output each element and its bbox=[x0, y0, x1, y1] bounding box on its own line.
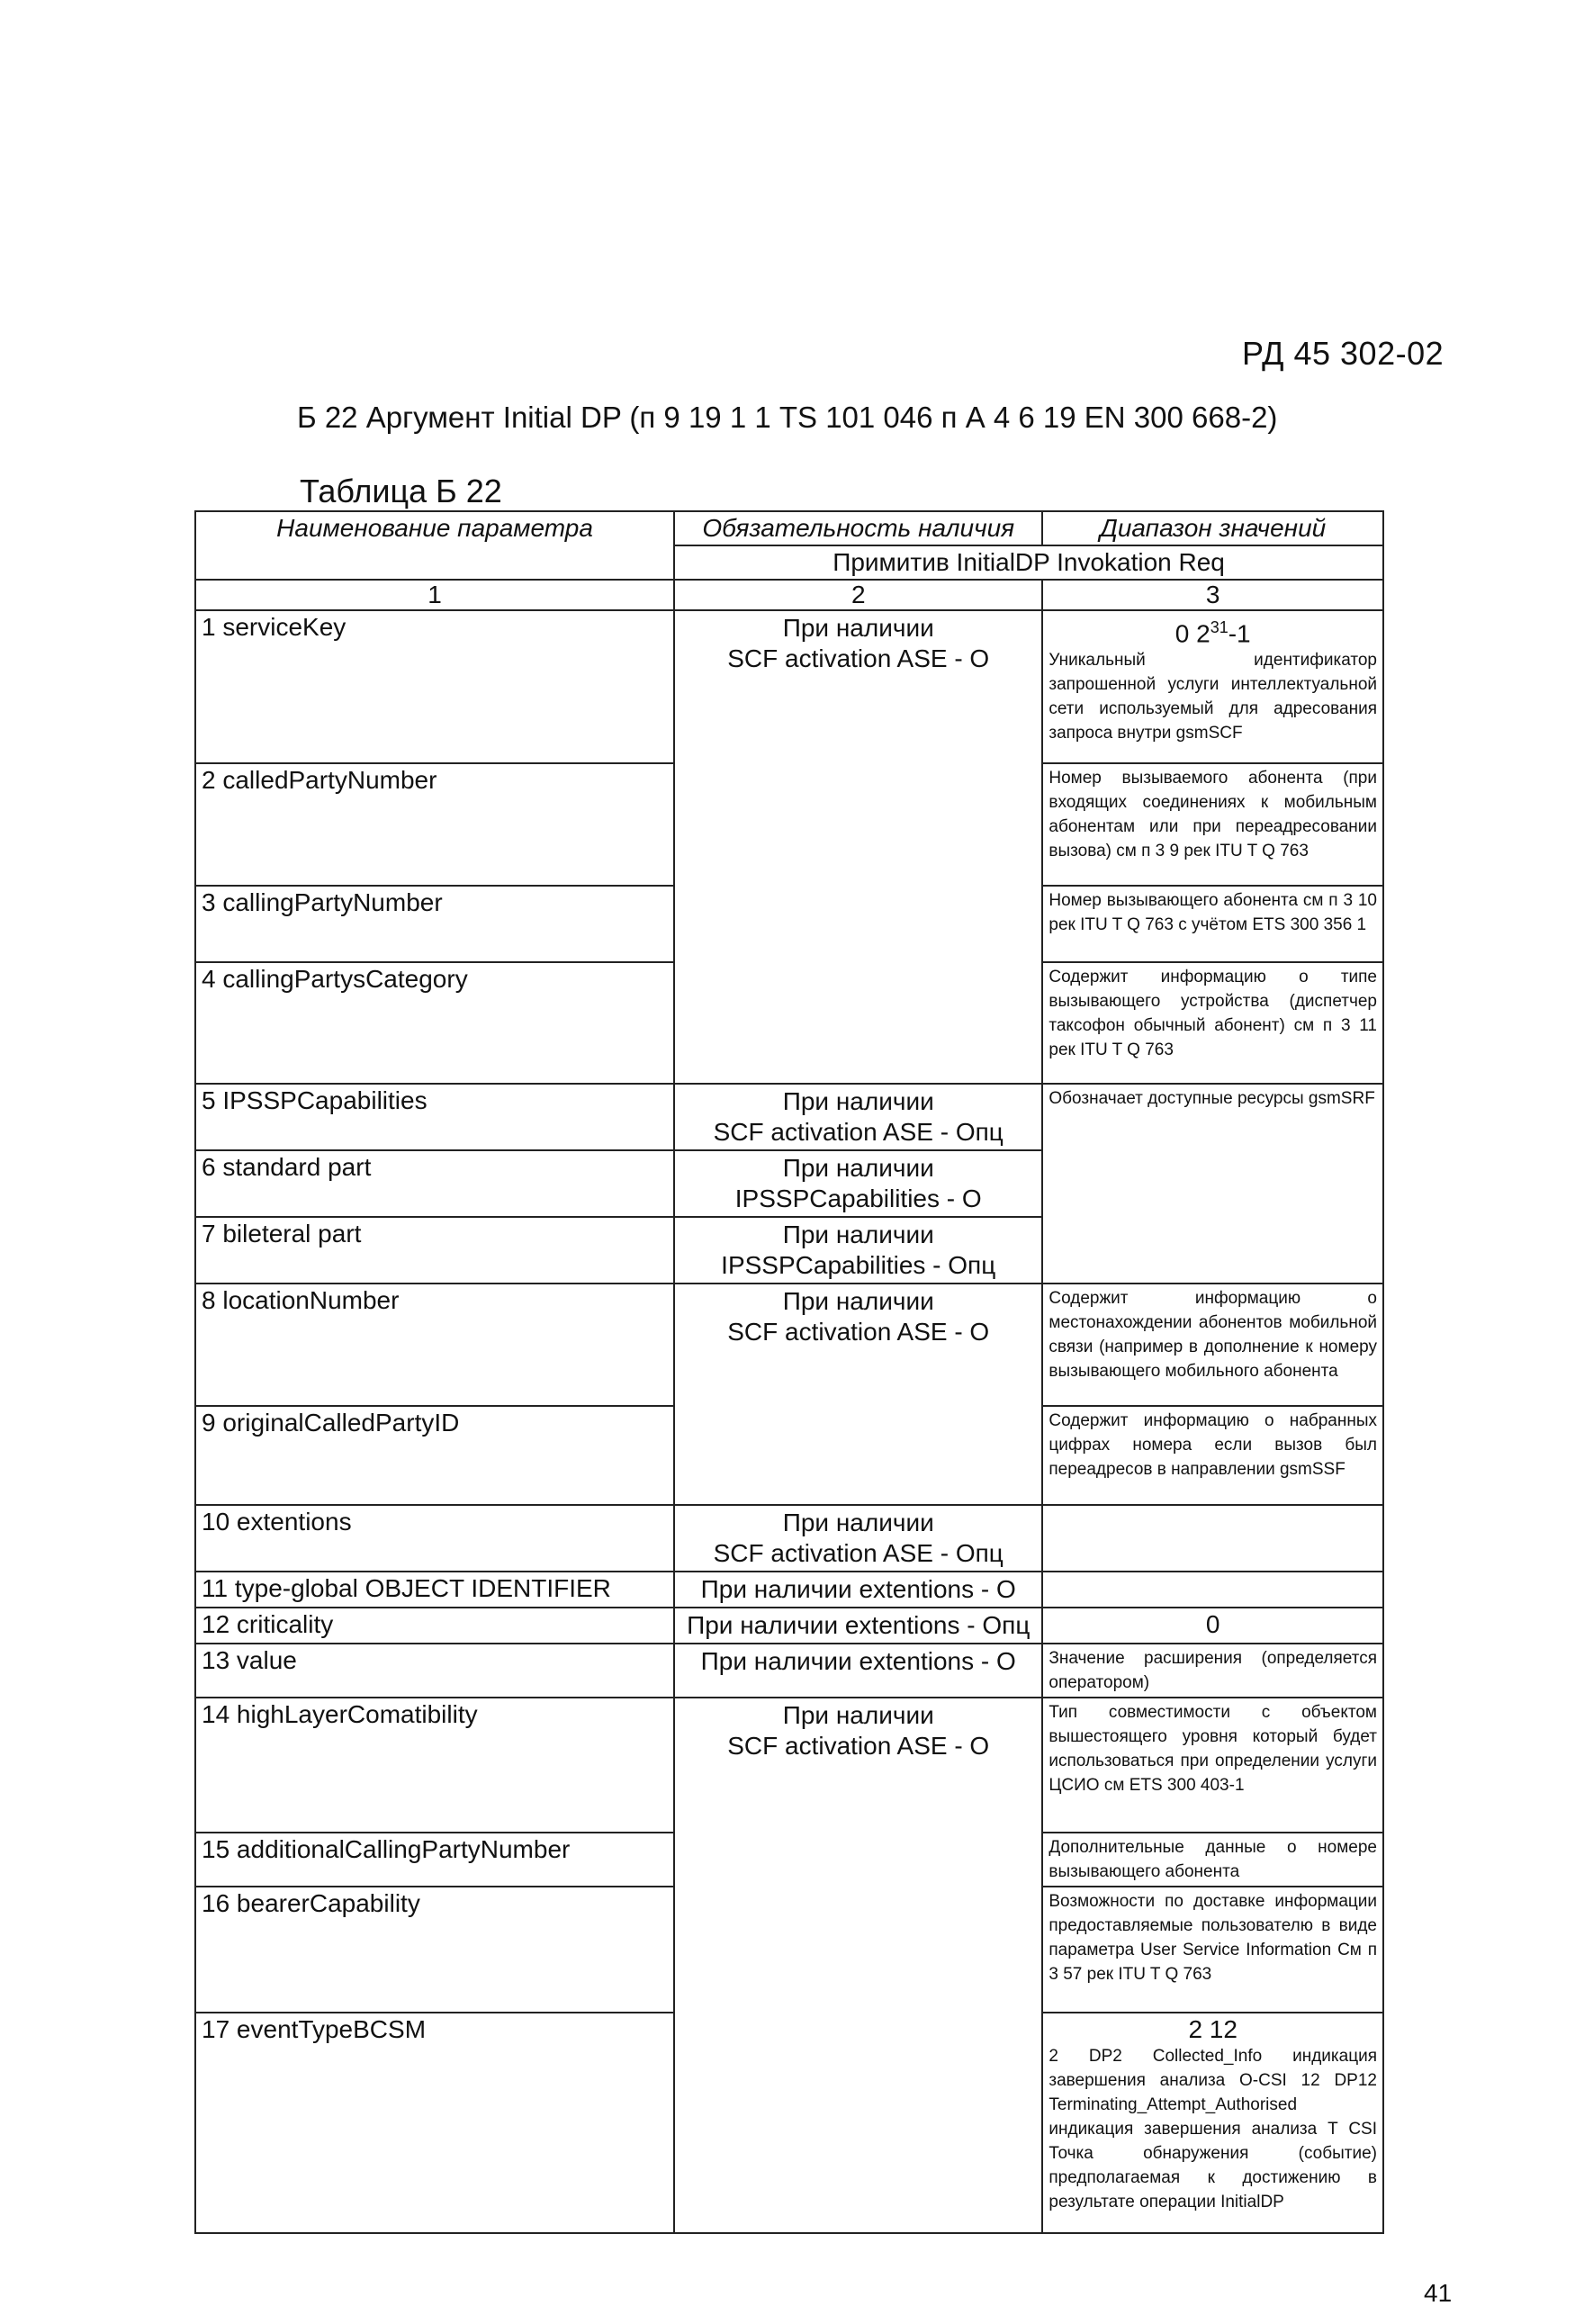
param-requirement: При наличии SCF activation ASE - O bbox=[674, 610, 1042, 1084]
param-range: Содержит информацию о местонахождении абонентов мобильной связи (например в дополнение к номеру вызывающего мобильного абонента bbox=[1042, 1284, 1383, 1406]
range-exponent: 31 bbox=[1210, 618, 1228, 636]
param-name: 5 IPSSPCapabilities bbox=[195, 1084, 674, 1150]
column-number-2: 2 bbox=[674, 580, 1042, 610]
param-range: Содержит информацию о набранных цифрах номера если вызов был переадресов в направлении gsmSSF bbox=[1042, 1406, 1383, 1505]
parameters-table bbox=[194, 510, 1384, 2234]
header-requirement: Обязательность наличия bbox=[674, 511, 1042, 545]
param-range: Возможности по доставке информации предоставляемые пользователю в виде параметра User Service Information См п 3 57 рек ITU T Q 763 bbox=[1042, 1887, 1383, 2013]
header-range: Диапазон значений bbox=[1042, 511, 1383, 545]
param-requirement: При наличии extentions - Опц bbox=[674, 1608, 1042, 1644]
param-requirement: При наличии SCF activation ASE - Опц bbox=[674, 1084, 1042, 1150]
param-requirement: При наличии IPSSPCapabilities - O bbox=[674, 1150, 1042, 1217]
param-requirement: При наличии SCF activation ASE - O bbox=[674, 1698, 1042, 2233]
param-range bbox=[1042, 1572, 1383, 1608]
param-range bbox=[1042, 1505, 1383, 1572]
param-name: 3 callingPartyNumber bbox=[195, 886, 674, 962]
range-value: 0 2 bbox=[1174, 619, 1210, 648]
table-caption: Таблица Б 22 bbox=[300, 473, 502, 509]
param-requirement: При наличии IPSSPCapabilities - Опц bbox=[674, 1217, 1042, 1284]
param-range: Значение расширения (определяется оператором) bbox=[1042, 1644, 1383, 1698]
param-name: 14 highLayerComatibility bbox=[195, 1698, 674, 1833]
param-range: Обозначает доступные ресурсы gsmSRF bbox=[1042, 1084, 1383, 1284]
param-name: 9 originalCalledPartyID bbox=[195, 1406, 674, 1505]
param-requirement: При наличии SCF activation ASE - Опц bbox=[674, 1505, 1042, 1572]
param-name: 16 bearerCapability bbox=[195, 1887, 674, 2013]
param-name: 12 criticality bbox=[195, 1608, 674, 1644]
page-number: 41 bbox=[1424, 2279, 1453, 2307]
param-range: Номер вызывающего абонента см п 3 10 рек ITU T Q 763 с учётом ETS 300 356 1 bbox=[1042, 886, 1383, 962]
range-description: Уникальный идентификатор запрошенной услуги интеллектуальной сети используемый для адресования запроса внутри gsmSCF bbox=[1048, 651, 1377, 743]
param-name: 2 calledPartyNumber bbox=[195, 763, 674, 886]
range-value-tail: -1 bbox=[1228, 619, 1251, 648]
param-name: 1 serviceKey bbox=[195, 610, 674, 763]
param-name: 4 callingPartysCategory bbox=[195, 962, 674, 1084]
param-range: Номер вызываемого абонента (при входящих соединениях к мобильным абонентам или при переадресовании вызова) см п 3 9 рек ITU T Q 763 bbox=[1042, 763, 1383, 886]
param-range: Содержит информацию о типе вызывающего устройства (диспетчер таксофон обычный абонент) см п 3 11 рек ITU T Q 763 bbox=[1042, 962, 1383, 1084]
range-value: 2 12 bbox=[1188, 2015, 1238, 2043]
param-name: 8 locationNumber bbox=[195, 1284, 674, 1406]
param-name: 11 type-global OBJECT IDENTIFIER bbox=[195, 1572, 674, 1608]
header-parameter-name: Наименование параметра bbox=[195, 511, 674, 580]
param-name: 13 value bbox=[195, 1644, 674, 1698]
section-heading: Б 22 Аргумент Initial DP (п 9 19 1 1 TS 101 046 п А 4 6 19 EN 300 668-2) bbox=[297, 401, 1278, 434]
param-range: 0 bbox=[1042, 1608, 1383, 1644]
param-range: Дополнительные данные о номере вызывающего абонента bbox=[1042, 1833, 1383, 1887]
param-range bbox=[1042, 610, 1383, 763]
column-number-1: 1 bbox=[195, 580, 674, 610]
param-name: 7 bileteral part bbox=[195, 1217, 674, 1284]
param-requirement: При наличии SCF activation ASE - O bbox=[674, 1284, 1042, 1505]
param-name: 15 additionalCallingPartyNumber bbox=[195, 1833, 674, 1887]
subheader-primitive: Примитив InitialDP Invokation Req bbox=[674, 545, 1383, 580]
param-range: Тип совместимости с объектом вышестоящего уровня который будет использоваться при определении услуги ЦСИО см ETS 300 403-1 bbox=[1042, 1698, 1383, 1833]
param-name: 17 eventTypeBCSM bbox=[195, 2013, 674, 2233]
param-requirement: При наличии extentions - O bbox=[674, 1644, 1042, 1698]
param-name: 10 extentions bbox=[195, 1505, 674, 1572]
range-description: 2 DP2 Collected_Info индикация завершения анализа O-CSI 12 DP12 Terminating_Attempt_Authorised индикация завершения анализа T CSI Точка обнаружения (событие) предполагаемая к достижению в результате операции InitialDP bbox=[1048, 2047, 1377, 2211]
document-code: РД 45 302-02 bbox=[1242, 335, 1444, 372]
column-number-3: 3 bbox=[1042, 580, 1383, 610]
param-requirement: При наличии extentions - O bbox=[674, 1572, 1042, 1608]
param-range bbox=[1042, 2013, 1383, 2233]
param-name: 6 standard part bbox=[195, 1150, 674, 1217]
